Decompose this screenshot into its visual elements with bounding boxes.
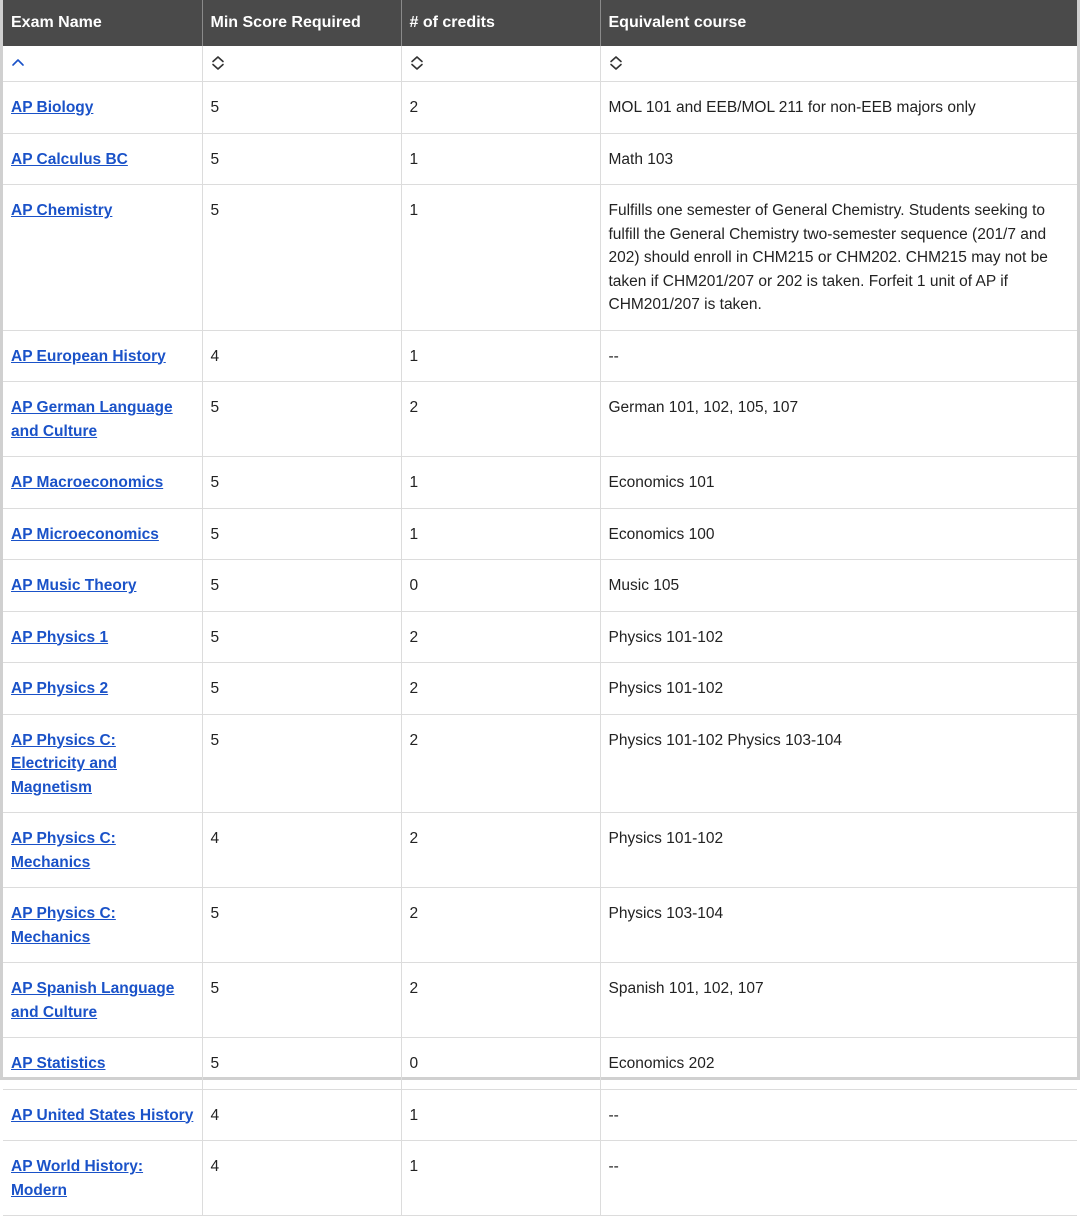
cell-credits: 1 (401, 1141, 600, 1216)
cell-equivalent-course: Physics 101-102 Physics 103-104 (600, 714, 1077, 813)
table-row (3, 714, 1077, 813)
cell-credits: 2 (401, 963, 600, 1038)
exam-link[interactable]: AP Physics 1 (11, 628, 109, 646)
header-credits[interactable]: # of credits (401, 0, 600, 46)
exam-link[interactable]: AP Physics C: Mechanics (11, 905, 116, 946)
cell-exam-name (3, 714, 202, 813)
cell-credits: 2 (401, 813, 600, 888)
sort-cell-credits (401, 46, 600, 82)
cell-exam-name (3, 813, 202, 888)
table-row (3, 508, 1077, 560)
cell-equivalent-course: German 101, 102, 105, 107 (600, 382, 1077, 457)
cell-min-score: 5 (202, 133, 401, 185)
cell-min-score: 5 (202, 888, 401, 963)
cell-exam-name (3, 611, 202, 663)
table-row (3, 1038, 1077, 1090)
cell-credits: 0 (401, 560, 600, 612)
cell-credits: 1 (401, 1089, 600, 1141)
cell-min-score: 5 (202, 508, 401, 560)
cell-exam-name (3, 663, 202, 715)
cell-credits: 1 (401, 133, 600, 185)
exam-link[interactable]: AP Macroeconomics (11, 474, 164, 491)
cell-equivalent-course: Physics 101-102 (600, 611, 1077, 663)
cell-min-score: 5 (202, 560, 401, 612)
cell-min-score: 4 (202, 1141, 401, 1216)
cell-equivalent-course: Economics 101 (600, 457, 1077, 509)
exam-link[interactable]: AP Physics C: Electricity and Magnetism (11, 731, 117, 796)
sort-ascending-icon[interactable] (11, 55, 25, 71)
sort-neutral-icon[interactable] (211, 55, 225, 71)
exam-link[interactable]: AP Music Theory (11, 577, 137, 594)
sort-neutral-icon[interactable] (609, 55, 623, 71)
exam-link[interactable]: AP Physics C: Mechanics (11, 830, 116, 871)
cell-equivalent-course: Economics 202 (600, 1038, 1077, 1090)
cell-exam-name (3, 1141, 202, 1216)
table-row (3, 888, 1077, 963)
exam-link[interactable]: AP United States History (11, 1106, 194, 1124)
table-row (3, 1141, 1077, 1216)
exam-link[interactable]: AP Chemistry (11, 202, 113, 219)
exam-link[interactable]: AP Physics 2 (11, 680, 109, 697)
table-header-row (3, 0, 1077, 46)
cell-min-score: 5 (202, 382, 401, 457)
cell-exam-name (3, 508, 202, 560)
exam-link[interactable]: AP Spanish Language and Culture (11, 980, 175, 1021)
table-row (3, 457, 1077, 509)
sort-controls-row (3, 46, 1077, 82)
exam-link[interactable]: AP European History (11, 347, 166, 365)
cell-credits: 2 (401, 888, 600, 963)
cell-credits: 2 (401, 663, 600, 715)
table-row (3, 82, 1077, 134)
cell-exam-name (3, 82, 202, 134)
cell-min-score: 4 (202, 813, 401, 888)
cell-min-score: 5 (202, 714, 401, 813)
cell-min-score: 5 (202, 457, 401, 509)
cell-exam-name (3, 1089, 202, 1141)
table-row (3, 382, 1077, 457)
cell-equivalent-course: Math 103 (600, 133, 1077, 185)
table-row (3, 963, 1077, 1038)
cell-credits: 2 (401, 714, 600, 813)
cell-equivalent-course: -- (600, 1141, 1077, 1216)
sort-neutral-icon[interactable] (410, 55, 424, 71)
cell-equivalent-course: Physics 103-104 (600, 888, 1077, 963)
cell-exam-name (3, 185, 202, 331)
exam-link[interactable]: AP Microeconomics (11, 525, 159, 543)
cell-equivalent-course: Music 105 (600, 560, 1077, 612)
cell-equivalent-course: Spanish 101, 102, 107 (600, 963, 1077, 1038)
cell-min-score: 4 (202, 330, 401, 382)
cell-exam-name (3, 888, 202, 963)
cell-credits: 1 (401, 330, 600, 382)
cell-min-score: 5 (202, 963, 401, 1038)
table-row (3, 1089, 1077, 1141)
cell-equivalent-course: -- (600, 1089, 1077, 1141)
header-min-score[interactable]: Min Score Required (202, 0, 401, 46)
cell-equivalent-course: Economics 100 (600, 508, 1077, 560)
header-equivalent-course[interactable]: Equivalent course (600, 0, 1077, 46)
sort-cell-equivalent-course (600, 46, 1077, 82)
cell-exam-name (3, 382, 202, 457)
cell-equivalent-course: Physics 101-102 (600, 663, 1077, 715)
table-row (3, 133, 1077, 185)
cell-exam-name (3, 133, 202, 185)
exam-credit-table (3, 0, 1077, 1216)
cell-credits: 2 (401, 382, 600, 457)
cell-min-score: 5 (202, 611, 401, 663)
sort-cell-exam-name (3, 46, 202, 82)
cell-equivalent-course: MOL 101 and EEB/MOL 211 for non-EEB majors only (600, 82, 1077, 134)
table-row (3, 663, 1077, 715)
exam-link[interactable]: AP German Language and Culture (11, 399, 173, 440)
cell-equivalent-course: -- (600, 330, 1077, 382)
cell-credits: 2 (401, 82, 600, 134)
cell-credits: 0 (401, 1038, 600, 1090)
cell-equivalent-course: Fulfills one semester of General Chemistry. Students seeking to fulfill the General Chemistry two-semester sequence (201/7 and 202) should enroll in CHM215 or CHM202. CHM215 may not be taken if CHM201/207 or 202 is taken. Forfeit 1 unit of AP if CHM201/207 is taken. (600, 185, 1077, 331)
sort-cell-min-score (202, 46, 401, 82)
cell-min-score: 5 (202, 663, 401, 715)
cell-exam-name (3, 560, 202, 612)
cell-credits: 2 (401, 611, 600, 663)
cell-min-score: 5 (202, 185, 401, 331)
table-body (3, 82, 1077, 1216)
cell-min-score: 5 (202, 82, 401, 134)
exam-link[interactable]: AP Calculus BC (11, 150, 128, 168)
table-row (3, 185, 1077, 331)
table-row (3, 813, 1077, 888)
cell-exam-name (3, 963, 202, 1038)
cell-credits: 1 (401, 185, 600, 331)
cell-exam-name (3, 330, 202, 382)
cell-credits: 1 (401, 457, 600, 509)
cell-exam-name (3, 457, 202, 509)
cell-exam-name (3, 1038, 202, 1090)
exam-link[interactable]: AP Biology (11, 99, 94, 116)
exam-link[interactable]: AP Statistics (11, 1055, 106, 1072)
table-row (3, 611, 1077, 663)
cell-equivalent-course: Physics 101-102 (600, 813, 1077, 888)
table-row (3, 560, 1077, 612)
exam-link[interactable]: AP World History: Modern (11, 1158, 144, 1199)
cell-min-score: 5 (202, 1038, 401, 1090)
table-row (3, 330, 1077, 382)
cell-min-score: 4 (202, 1089, 401, 1141)
cell-credits: 1 (401, 508, 600, 560)
header-exam-name[interactable]: Exam Name (3, 0, 202, 46)
